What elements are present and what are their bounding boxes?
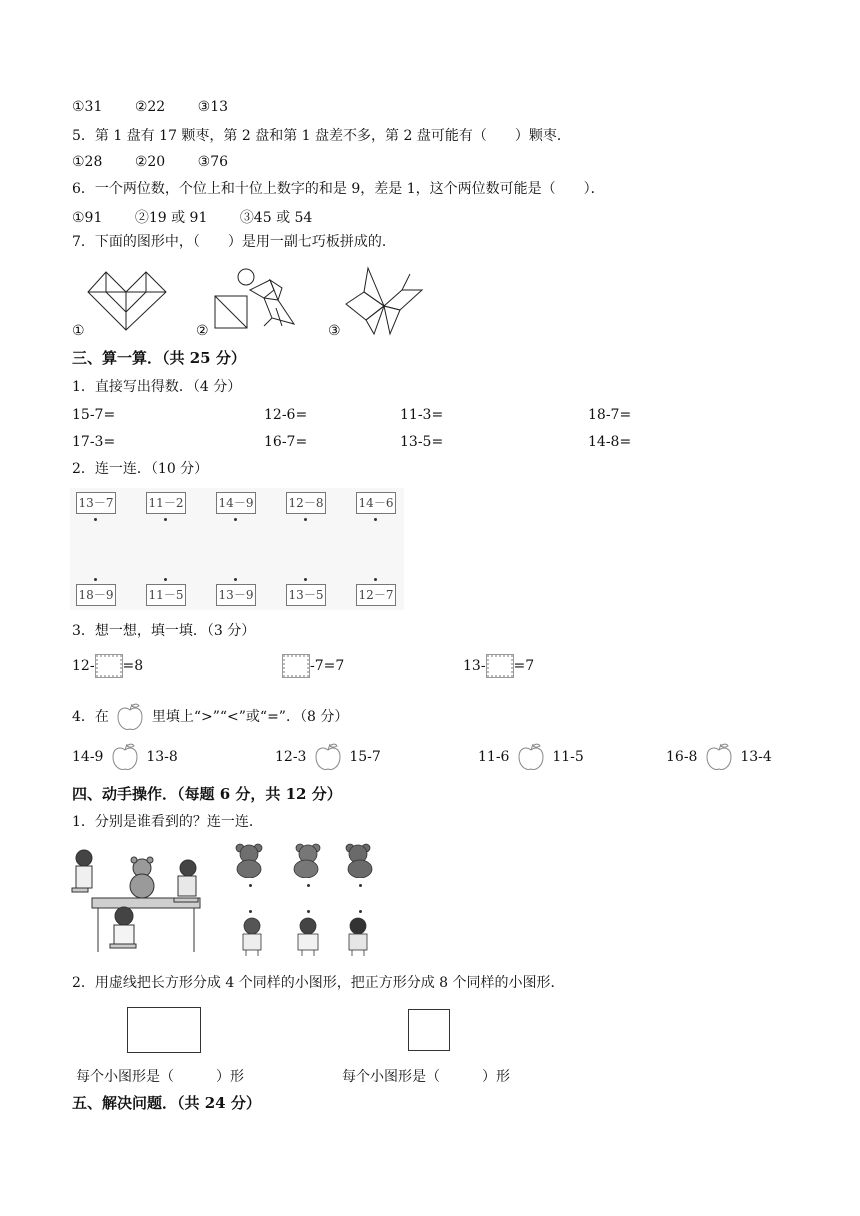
tangram-square-figure: [212, 268, 298, 332]
q5-options: [72, 154, 256, 170]
kid-dot-3[interactable]: [359, 910, 362, 913]
q5-option-2: ②20: [134, 154, 166, 170]
q5-option-1: ①28: [72, 154, 103, 170]
calc-r1-c3: 11-3=: [400, 407, 444, 423]
q5-option-3: ③76: [197, 154, 229, 170]
compare-item-1: [72, 742, 178, 772]
bottom-dot-1[interactable]: [94, 578, 97, 581]
section-4-title: 四、动手操作．（每题 6 分，共 12 分）: [72, 785, 342, 803]
compare-item-2: [275, 742, 381, 772]
bear-dot-2[interactable]: [307, 884, 310, 887]
bottom-card-4: 13－5: [286, 584, 326, 606]
q7-label-1: ①: [72, 323, 85, 339]
bear-view-2-icon: [290, 842, 324, 878]
kid-view-2-icon: [290, 916, 326, 956]
fill-blank-1[interactable]: [96, 655, 122, 677]
fill-blank-3[interactable]: [487, 655, 513, 677]
q6-option-3: ③45 或 54: [239, 210, 313, 226]
fill-item-3-pre: 13-: [463, 658, 486, 674]
compare-1-right: 13-8: [146, 749, 178, 765]
bottom-dot-3[interactable]: [234, 578, 237, 581]
top-card-4: 12－8: [286, 492, 326, 514]
s3-part4-title: [72, 702, 348, 732]
apple-icon[interactable]: [313, 742, 343, 772]
bottom-card-3: 13－9: [216, 584, 256, 606]
fill-item-1: [72, 655, 143, 677]
bottom-card-1: 18－9: [76, 584, 116, 606]
calc-r2-c4: 14-8=: [588, 434, 632, 450]
fill-item-1-post: =8: [122, 658, 144, 674]
tangram-bird-figure: [344, 264, 424, 336]
apple-icon: [115, 702, 145, 732]
calc-r2-c2: 16-7=: [264, 434, 308, 450]
s4-part2-title: 2．用虚线把长方形分成 4 个同样的小图形，把正方形分成 8 个同样的小图形．: [72, 975, 565, 991]
bottom-card-2: 11－5: [146, 584, 186, 606]
compare-2-left: 12-3: [275, 749, 307, 765]
kid-view-1-icon: [234, 916, 270, 956]
fill-item-3: [463, 655, 534, 677]
bottom-card-5: 12－7: [356, 584, 396, 606]
calc-r2-c1: 17-3=: [72, 434, 116, 450]
fill-item-2-post: -7=7: [310, 658, 345, 674]
tangram-heart-figure: [86, 270, 168, 332]
q6-text: 6．一个两位数，个位上和十位上数字的和是 9，差是 1，这个两位数可能是（ ）．: [72, 181, 605, 197]
section-3-title: 三、算一算．（共 25 分）: [72, 349, 246, 367]
q4-options: [72, 99, 256, 115]
kid-view-3-icon: [340, 916, 376, 956]
apple-icon[interactable]: [704, 742, 734, 772]
bear-view-3-icon: [342, 842, 376, 878]
kid-dot-2[interactable]: [307, 910, 310, 913]
top-dot-5[interactable]: [374, 518, 377, 521]
top-card-1: 13－7: [76, 492, 116, 514]
calc-r1-c4: 18-7=: [588, 407, 632, 423]
q5-text: 5．第 1 盘有 17 颗枣，第 2 盘和第 1 盘差不多，第 2 盘可能有（ ）颗枣．: [72, 128, 571, 144]
q6-option-2: ②19 或 91: [134, 210, 208, 226]
square-shape[interactable]: [408, 1009, 450, 1051]
rect-answer-text: 每个小图形是（ ）形: [76, 1069, 244, 1085]
bottom-dot-5[interactable]: [374, 578, 377, 581]
rectangle-shape[interactable]: [127, 1007, 201, 1053]
compare-2-right: 15-7: [349, 749, 381, 765]
bear-dot-3[interactable]: [359, 884, 362, 887]
s3-part4-post: 里填上“>”“<”或“=”．（8 分）: [151, 709, 349, 725]
q6-option-1: ①91: [72, 210, 103, 226]
top-card-5: 14－6: [356, 492, 396, 514]
q7-label-3: ③: [328, 323, 341, 339]
compare-4-right: 13-4: [740, 749, 772, 765]
bottom-dot-2[interactable]: [164, 578, 167, 581]
section-5-title: 五、解决问题．（共 24 分）: [72, 1094, 261, 1112]
square-answer-text: 每个小图形是（ ）形: [342, 1069, 510, 1085]
bottom-dot-4[interactable]: [304, 578, 307, 581]
top-card-3: 14－9: [216, 492, 256, 514]
kids-table-scene: [70, 840, 220, 958]
s4-part1-title: 1．分别是谁看到的？连一连．: [72, 814, 263, 830]
bear-view-1-icon: [232, 842, 266, 878]
fill-item-1-pre: 12-: [72, 658, 95, 674]
compare-3-left: 11-6: [478, 749, 510, 765]
fill-item-2: [282, 655, 344, 677]
apple-icon[interactable]: [110, 742, 140, 772]
compare-1-left: 14-9: [72, 749, 104, 765]
q4-option-2: ②22: [134, 99, 166, 115]
s3-part2-title: 2．连一连．（10 分）: [72, 461, 209, 477]
top-card-2: 11－2: [146, 492, 186, 514]
kid-dot-1[interactable]: [249, 910, 252, 913]
fill-blank-2[interactable]: [283, 655, 309, 677]
q6-options: [72, 207, 340, 227]
fill-item-3-post: =7: [513, 658, 535, 674]
calc-r2-c3: 13-5=: [400, 434, 444, 450]
q7-text: 7．下面的图形中，（ ）是用一副七巧板拼成的．: [72, 234, 396, 250]
top-dot-1[interactable]: [94, 518, 97, 521]
top-dot-4[interactable]: [304, 518, 307, 521]
bear-dot-1[interactable]: [249, 884, 252, 887]
q7-label-2: ②: [196, 323, 209, 339]
compare-item-4: [666, 742, 772, 772]
calc-r1-c1: 15-7=: [72, 407, 116, 423]
q4-option-1: ①31: [72, 99, 103, 115]
top-dot-3[interactable]: [234, 518, 237, 521]
top-dot-2[interactable]: [164, 518, 167, 521]
compare-4-left: 16-8: [666, 749, 698, 765]
compare-3-right: 11-5: [552, 749, 584, 765]
calc-r1-c2: 12-6=: [264, 407, 308, 423]
s3-part4-pre: 4．在: [72, 709, 109, 725]
compare-item-3: [478, 742, 584, 772]
s3-part1-title: 1．直接写出得数．（4 分）: [72, 379, 242, 395]
q4-option-3: ③13: [197, 99, 229, 115]
s3-part3-title: 3．想一想，填一填．（3 分）: [72, 623, 256, 639]
apple-icon[interactable]: [516, 742, 546, 772]
